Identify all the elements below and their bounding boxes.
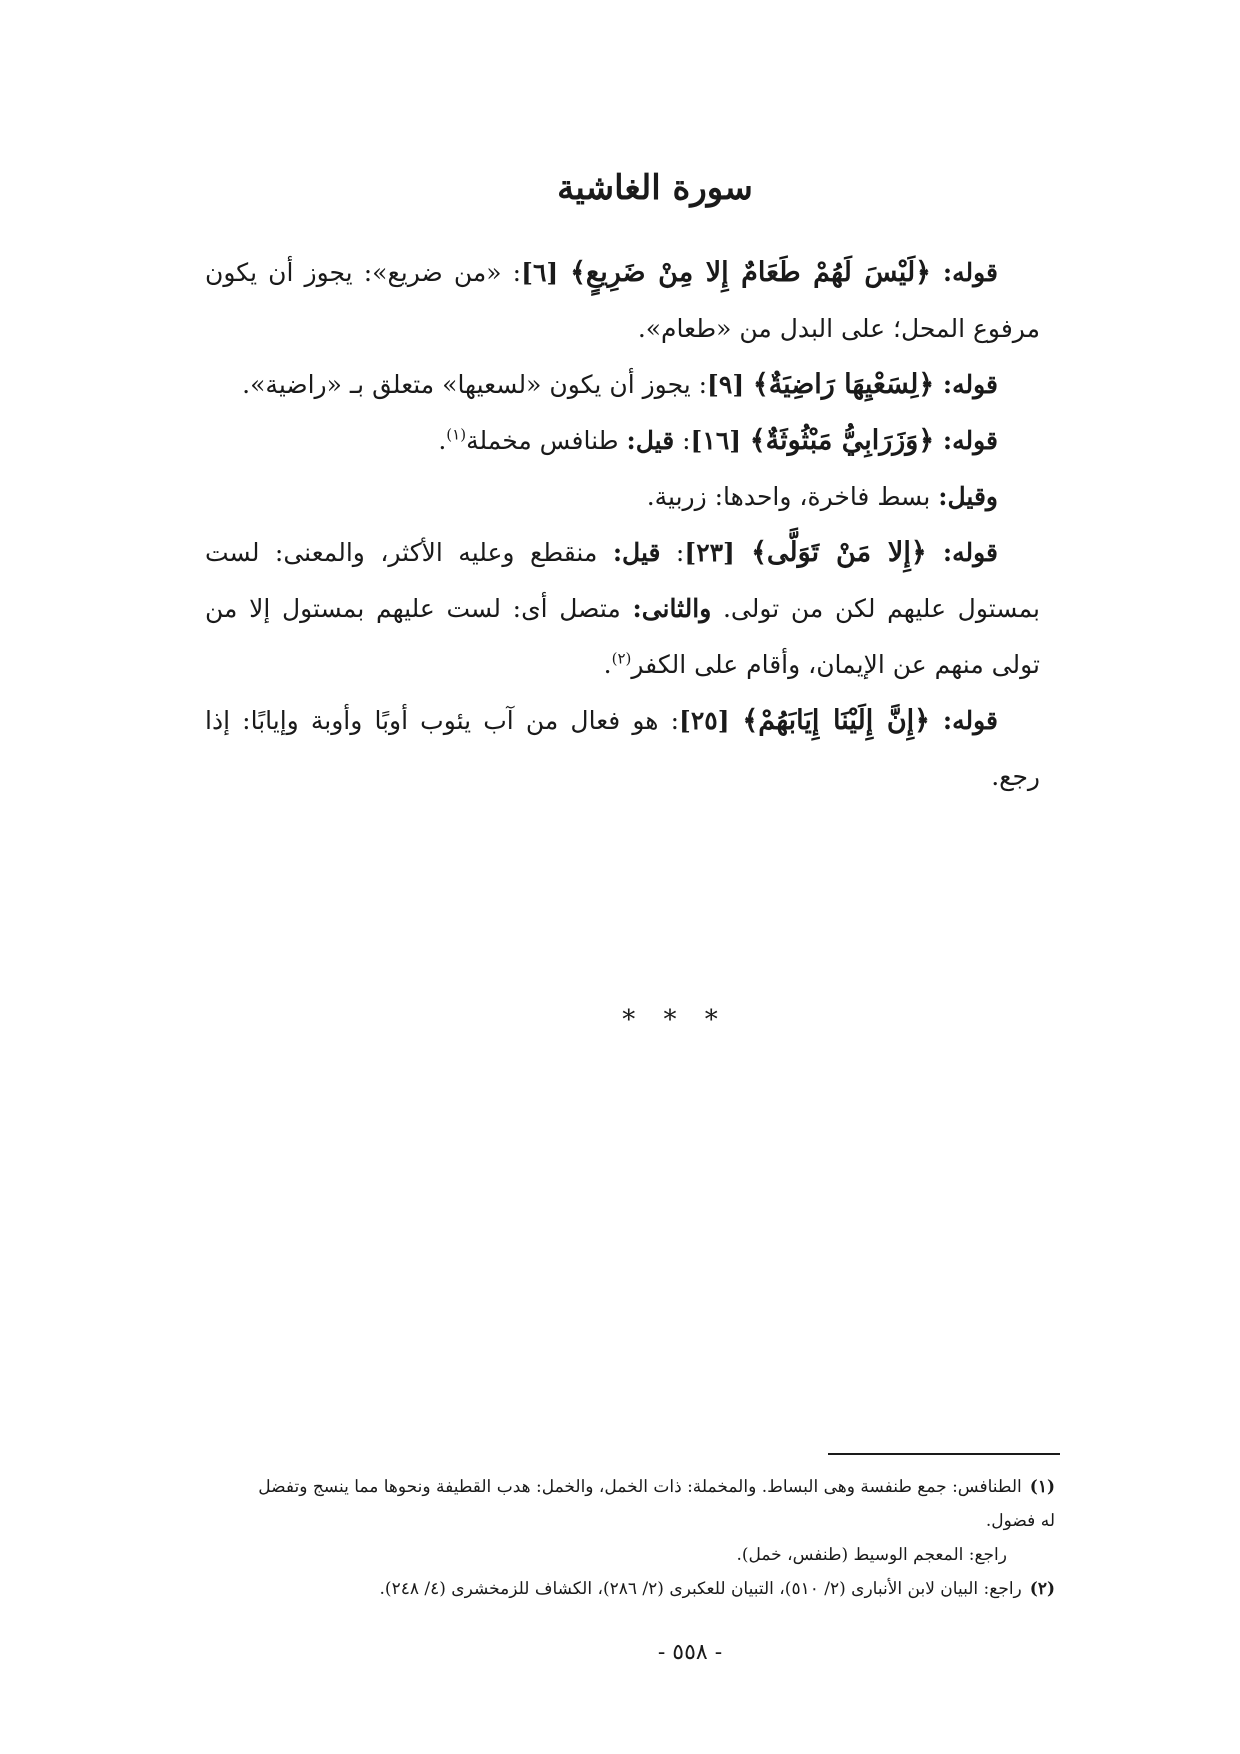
paragraph-verse-25 [205, 693, 1040, 805]
lead-word: قوله: [934, 426, 998, 455]
footnote-text: راجع: البيان لابن الأنبارى (٢/ ٥١٠)، التبيان للعكبرى (٢/ ٢٨٦)، الكشاف للزمخشرى (٤/ ٢٤٨). [379, 1579, 1022, 1599]
footnote-1-continuation: راجع: المعجم الوسيط (طنفس، خمل). [736, 1545, 1007, 1565]
quran-verse: ﴿إِلا مَنْ تَوَلَّى﴾ [751, 537, 927, 568]
commentary-body [205, 245, 1040, 805]
commentary-text: : يجوز أن يكون «لسعيها» متعلق بـ «راضية». [242, 370, 708, 399]
footnote-number: (١) [1029, 1477, 1055, 1497]
colon: : [674, 426, 691, 455]
footnote-number: (٢) [1029, 1579, 1055, 1599]
footnote-text: الطنافس: جمع طنفسة وهى البساط. والمخملة: ذات الخمل، والخمل: هدب القطيفة ونحوها مما ينسج وتفضل له فضول. [258, 1477, 1055, 1531]
keyword-waqila: وقيل: [938, 482, 998, 511]
verse-reference: [١٦] [690, 426, 750, 455]
paragraph-verse-9 [205, 357, 1040, 413]
verse-reference: [٦] [521, 258, 571, 287]
footnote-divider [828, 1453, 1060, 1455]
footnotes [240, 1470, 1055, 1606]
verse-reference: [٢٥] [679, 706, 743, 735]
commentary-text: منقطع وعليه الأكثر، والمعنى: لست بمستول عليهم لكن من تولى. [205, 538, 1040, 623]
quran-verse: ﴿إِنَّ إِلَيْنَا إِيَابَهُمْ﴾ [742, 705, 930, 736]
commentary-text: : «من ضريع»: يجوز أن يكون مرفوع المحل؛ على البدل من «طعام». [205, 258, 1040, 343]
commentary-text: متصل أى: لست عليهم بمستول إلا من تولى منهم عن الإيمان، وأقام على الكفر [205, 594, 1040, 679]
keyword-althani: والثانى: [632, 594, 712, 623]
lead-word: قوله: [929, 706, 998, 735]
surah-title: سورة الغاشية [557, 168, 753, 208]
period: . [438, 426, 447, 455]
commentary-text: بسط فاخرة، واحدها: زربية. [646, 482, 939, 511]
footnote-marker-2[interactable]: (٢) [611, 649, 632, 668]
commentary-text: طنافس مخملة [466, 426, 627, 455]
paragraph-verse-23 [205, 525, 1040, 693]
quran-verse: ﴿لَيْسَ لَهُمْ طَعَامٌ إِلا مِنْ ضَرِيعٍ﴾ [570, 257, 931, 288]
period: . [603, 650, 612, 679]
footnote-1 [240, 1470, 1055, 1538]
quran-verse: ﴿وَزَرَابِيُّ مَبْثُوثَةٌ﴾ [749, 425, 935, 456]
paragraph-verse-16 [205, 413, 1040, 469]
page-number: - ٥٥٨ - [657, 1640, 723, 1665]
paragraph-verse-6 [205, 245, 1040, 357]
verse-reference: [٢٣] [684, 538, 752, 567]
commentary-text: : هو فعال من آب يئوب أوبًا وأوبة وإيابًا: إذا رجع. [205, 706, 1040, 791]
quran-verse: ﴿لِسَعْيِهَا رَاضِيَةٌ﴾ [752, 369, 935, 400]
footnote-2 [240, 1572, 1055, 1606]
footnote-marker-1[interactable]: (١) [446, 425, 467, 444]
paragraph-alternative-opinion [205, 469, 1040, 525]
colon: : [660, 538, 685, 567]
lead-word: قوله: [934, 370, 998, 399]
keyword-qila: قيل: [626, 426, 675, 455]
keyword-qila: قيل: [612, 538, 661, 567]
lead-word: قوله: [931, 258, 998, 287]
verse-reference: [٩] [707, 370, 753, 399]
lead-word: قوله: [926, 538, 998, 567]
section-separator: * * * [622, 1005, 728, 1035]
